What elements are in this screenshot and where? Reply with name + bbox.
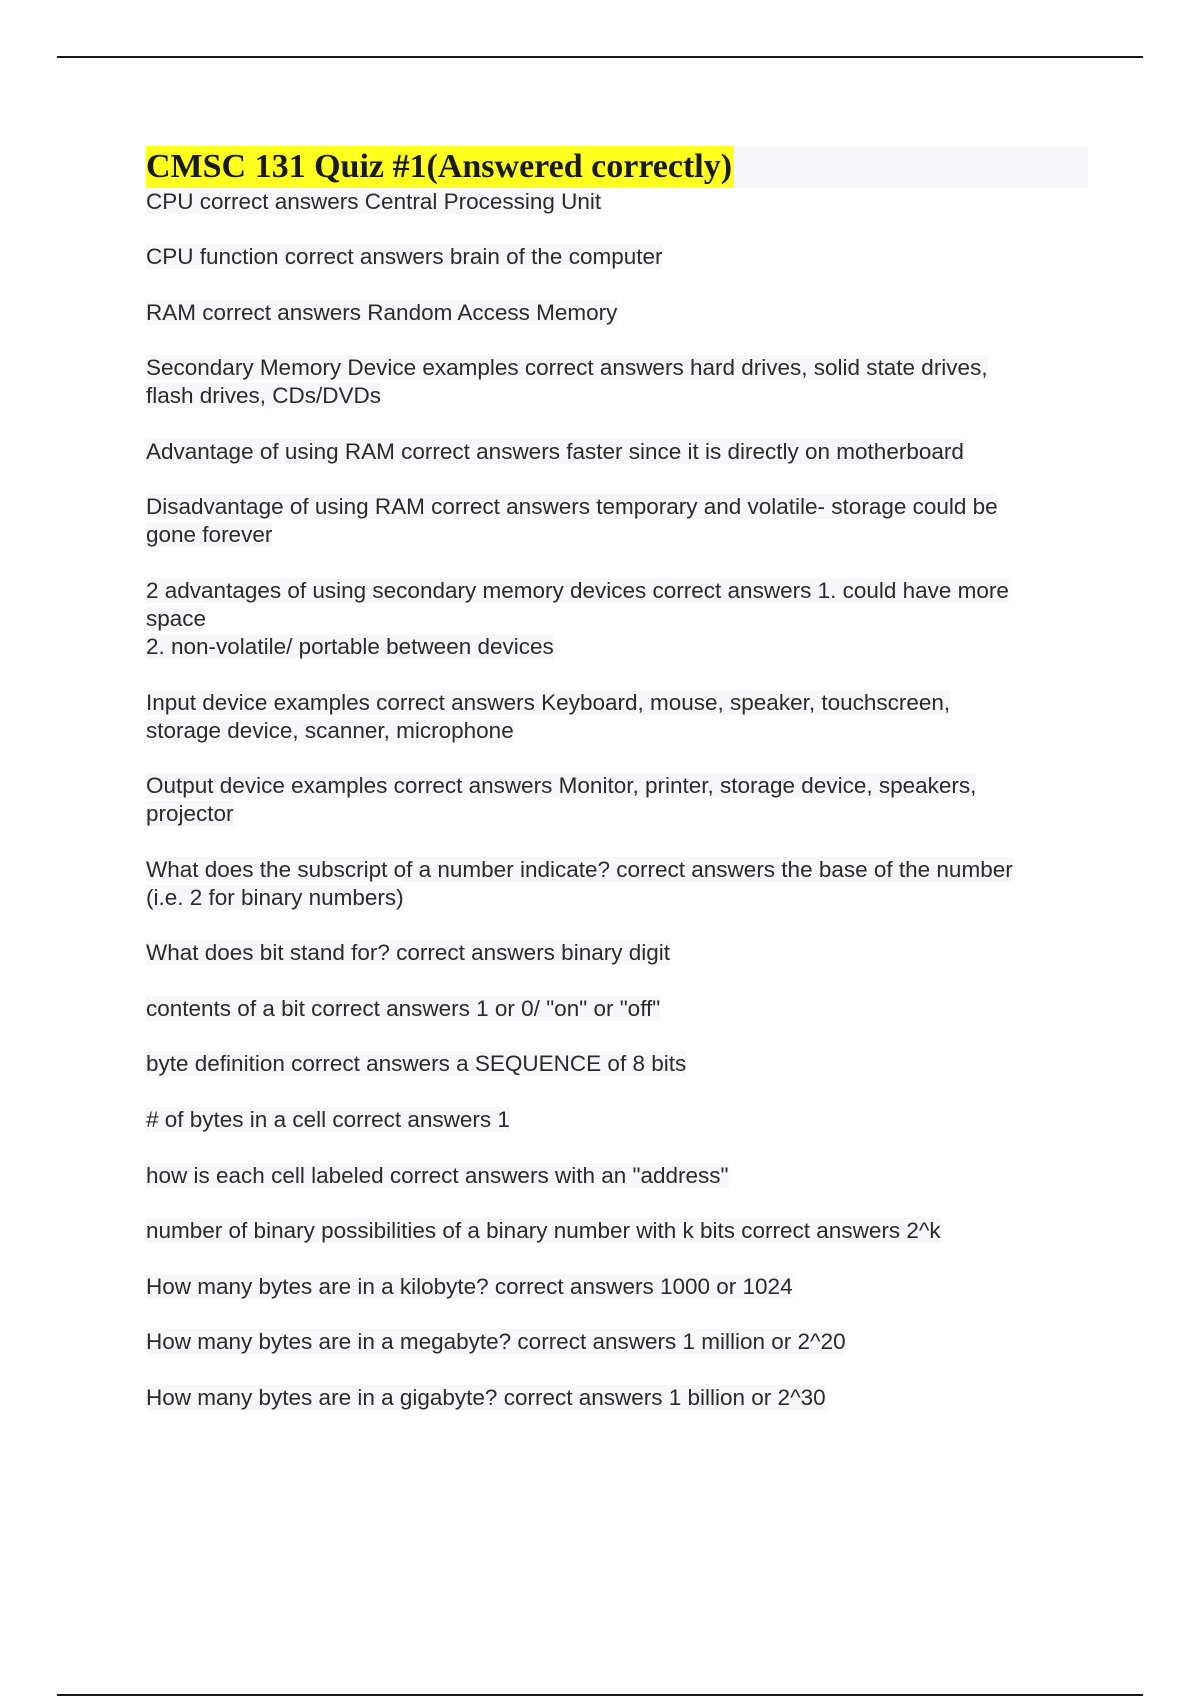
qa-item-cpu: CPU correct answers Central Processing Unit [146, 189, 602, 214]
qa-item-gigabyte: How many bytes are in a gigabyte? correct answers 1 billion or 2^30 [146, 1385, 826, 1410]
qa-item-output-devices: Output device examples correct answers Monitor, printer, storage device, speakers, projector [146, 773, 977, 826]
qa-item-secondary-advantages: 2 advantages of using secondary memory devices correct answers 1. could have more space 2. non-volatile/ portable between devices [146, 578, 1009, 659]
qa-item-binary-possibilities: number of binary possibilities of a binary number with k bits correct answers 2^k [146, 1218, 941, 1243]
qa-item-input-devices: Input device examples correct answers Keyboard, mouse, speaker, touchscreen, storage device, scanner, microphone [146, 690, 951, 743]
qa-item-megabyte: How many bytes are in a megabyte? correct answers 1 million or 2^20 [146, 1329, 846, 1354]
qa-item-secondary-memory: Secondary Memory Device examples correct answers hard drives, solid state drives, flash drives, CDs/DVDs [146, 355, 988, 408]
qa-item-cpu-function: CPU function correct answers brain of the computer [146, 244, 663, 269]
qa-item-ram-advantage: Advantage of using RAM correct answers faster since it is directly on motherboard [146, 439, 964, 464]
qa-item-bytes-in-cell: # of bytes in a cell correct answers 1 [146, 1107, 510, 1132]
qa-item-subscript: What does the subscript of a number indicate? correct answers the base of the number (i.e. 2 for binary numbers) [146, 857, 1013, 910]
qa-item-byte: byte definition correct answers a SEQUENCE of 8 bits [146, 1051, 687, 1076]
qa-item-bit: What does bit stand for? correct answers binary digit [146, 940, 670, 965]
bottom-rule [57, 1694, 1143, 1696]
document-title: CMSC 131 Quiz #1(Answered correctly) [146, 146, 734, 188]
qa-item-kilobyte: How many bytes are in a kilobyte? correct answers 1000 or 1024 [146, 1274, 793, 1299]
qa-item-bit-contents: contents of a bit correct answers 1 or 0/ "on" or "off" [146, 996, 661, 1021]
qa-item-ram-disadvantage: Disadvantage of using RAM correct answers temporary and volatile- storage could be gone forever [146, 494, 998, 547]
qa-item-cell-label: how is each cell labeled correct answers with an "address" [146, 1163, 729, 1188]
top-rule [57, 56, 1143, 58]
qa-item-ram: RAM correct answers Random Access Memory [146, 300, 618, 325]
title-band [146, 146, 1088, 188]
document-body [146, 146, 1088, 1412]
